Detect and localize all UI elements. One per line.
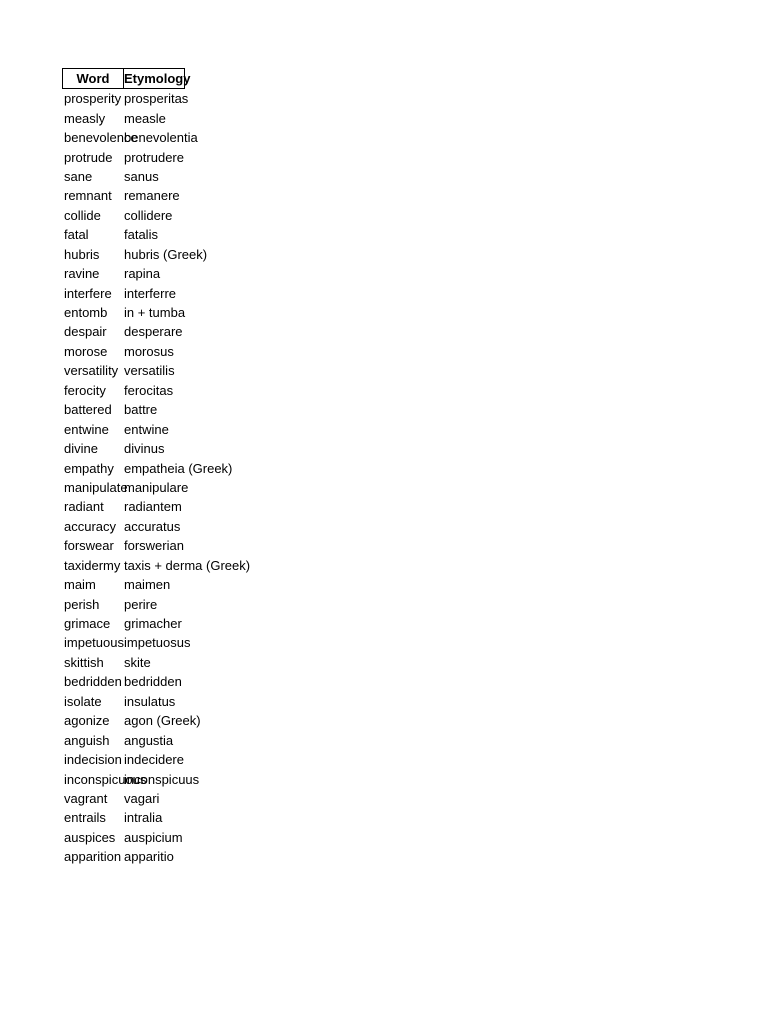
table-row — [62, 419, 250, 438]
table-row — [62, 245, 250, 264]
cell-etymology[interactable]: hubris (Greek) — [124, 246, 208, 262]
cell-etymology[interactable]: bedridden — [124, 674, 182, 690]
table-row — [62, 303, 250, 322]
cell-etymology[interactable]: intralia — [124, 810, 163, 826]
etymology-table — [62, 68, 250, 867]
cell-etymology[interactable]: morosus — [124, 343, 174, 359]
table-row — [62, 283, 250, 302]
cell-etymology[interactable]: battre — [124, 402, 158, 418]
cell-word[interactable]: hubris — [64, 246, 100, 262]
table-row — [62, 108, 250, 127]
table-body — [62, 89, 250, 867]
table-row — [62, 478, 250, 497]
cell-word[interactable]: grimace — [64, 616, 111, 632]
cell-word[interactable]: battered — [64, 402, 112, 418]
table-row — [62, 497, 250, 516]
cell-etymology[interactable]: measle — [124, 110, 166, 126]
cell-etymology[interactable]: inconspicuus — [124, 771, 200, 787]
cell-word[interactable]: bedridden — [64, 674, 122, 690]
cell-word[interactable]: radiant — [64, 499, 104, 515]
cell-word[interactable]: remnant — [64, 188, 112, 204]
cell-etymology[interactable]: maimen — [124, 577, 171, 593]
cell-word[interactable]: empathy — [64, 460, 114, 476]
cell-etymology[interactable]: auspicium — [124, 829, 183, 845]
cell-word[interactable]: despair — [64, 324, 107, 340]
cell-etymology[interactable]: sanus — [124, 168, 159, 184]
cell-etymology[interactable]: empatheia (Greek) — [124, 460, 233, 476]
cell-etymology[interactable]: agon (Greek) — [124, 713, 201, 729]
table-row — [62, 633, 250, 652]
table-row — [62, 536, 250, 555]
table-row — [62, 361, 250, 380]
table-row — [62, 264, 250, 283]
cell-etymology[interactable]: desperare — [124, 324, 183, 340]
cell-word[interactable]: ferocity — [64, 382, 106, 398]
cell-etymology[interactable]: taxis + derma (Greek) — [124, 557, 251, 573]
table-row — [62, 89, 250, 108]
cell-word[interactable]: measly — [64, 110, 106, 126]
cell-etymology[interactable]: protrudere — [124, 149, 184, 165]
cell-word[interactable]: fatal — [64, 227, 89, 243]
cell-etymology[interactable]: insulatus — [124, 693, 176, 709]
cell-etymology[interactable]: remanere — [124, 188, 180, 204]
cell-etymology[interactable]: entwine — [124, 421, 169, 437]
cell-etymology[interactable]: vagari — [124, 790, 160, 806]
cell-word[interactable]: impetuous — [64, 635, 124, 651]
cell-etymology[interactable]: interferre — [124, 285, 177, 301]
cell-word[interactable]: entrails — [64, 810, 106, 826]
cell-etymology[interactable]: perire — [124, 596, 158, 612]
cell-word[interactable]: interfere — [64, 285, 112, 301]
cell-word[interactable]: entwine — [64, 421, 109, 437]
cell-etymology[interactable]: impetuosus — [124, 635, 191, 651]
table-row — [62, 128, 250, 147]
cell-etymology[interactable]: versatilis — [124, 363, 175, 379]
table-row — [62, 614, 250, 633]
table-row — [62, 186, 250, 205]
cell-etymology[interactable]: skite — [124, 654, 151, 670]
table-row — [62, 711, 250, 730]
table-row — [62, 225, 250, 244]
cell-word[interactable]: apparition — [64, 849, 122, 865]
table-row — [62, 556, 250, 575]
header-etymology[interactable]: Etymology — [124, 68, 185, 89]
cell-word[interactable]: manipulate — [64, 479, 128, 495]
cell-etymology[interactable]: apparitio — [124, 849, 174, 865]
cell-etymology[interactable]: manipulare — [124, 479, 189, 495]
cell-word[interactable]: ravine — [64, 266, 100, 282]
cell-word[interactable]: vagrant — [64, 790, 108, 806]
table-row — [62, 808, 250, 827]
cell-word[interactable]: maim — [64, 577, 96, 593]
cell-etymology[interactable]: angustia — [124, 732, 174, 748]
cell-etymology[interactable]: in + tumba — [124, 305, 186, 321]
cell-etymology[interactable]: rapina — [124, 266, 161, 282]
cell-word[interactable]: agonize — [64, 713, 110, 729]
table-row — [62, 653, 250, 672]
header-word[interactable]: Word — [62, 68, 124, 89]
cell-word[interactable]: prosperity — [64, 91, 122, 107]
cell-etymology[interactable]: ferocitas — [124, 382, 174, 398]
cell-etymology[interactable]: indecidere — [124, 752, 184, 768]
table-row — [62, 789, 250, 808]
table-row — [62, 828, 250, 847]
table-row — [62, 692, 250, 711]
table-row — [62, 517, 250, 536]
cell-word[interactable]: sane — [64, 168, 93, 184]
table-row — [62, 730, 250, 749]
cell-word[interactable]: morose — [64, 343, 108, 359]
cell-etymology[interactable]: radiantem — [124, 499, 182, 515]
cell-etymology[interactable]: accuratus — [124, 518, 181, 534]
cell-word[interactable]: protrude — [64, 149, 113, 165]
table-row — [62, 458, 250, 477]
cell-word[interactable]: skittish — [64, 654, 104, 670]
table-row — [62, 322, 250, 341]
table-row — [62, 672, 250, 691]
cell-etymology[interactable]: grimacher — [124, 616, 182, 632]
cell-word[interactable]: accuracy — [64, 518, 117, 534]
cell-word[interactable]: isolate — [64, 693, 102, 709]
cell-word[interactable]: inconspicuous — [64, 771, 147, 787]
cell-word[interactable]: versatility — [64, 363, 119, 379]
table-row — [62, 400, 250, 419]
table-row — [62, 439, 250, 458]
cell-etymology[interactable]: divinus — [124, 441, 165, 457]
cell-etymology[interactable]: prosperitas — [124, 91, 189, 107]
table-header-row — [62, 68, 250, 89]
table-row — [62, 575, 250, 594]
cell-etymology[interactable]: collidere — [124, 207, 173, 223]
cell-word[interactable]: divine — [64, 441, 98, 457]
table-row — [62, 847, 250, 866]
table-row — [62, 381, 250, 400]
table-row — [62, 594, 250, 613]
table-row — [62, 750, 250, 769]
cell-etymology[interactable]: benevolentia — [124, 130, 198, 146]
table-row — [62, 769, 250, 788]
cell-word[interactable]: forswear — [64, 538, 114, 554]
table-row — [62, 206, 250, 225]
cell-word[interactable]: taxidermy — [64, 557, 121, 573]
cell-etymology[interactable]: forswerian — [124, 538, 184, 554]
cell-word[interactable]: auspices — [64, 829, 116, 845]
table-row — [62, 147, 250, 166]
cell-word[interactable]: perish — [64, 596, 100, 612]
cell-word[interactable]: collide — [64, 207, 101, 223]
table-row — [62, 167, 250, 186]
cell-word[interactable]: indecision — [64, 752, 122, 768]
cell-etymology[interactable]: fatalis — [124, 227, 158, 243]
table-row — [62, 342, 250, 361]
cell-word[interactable]: anguish — [64, 732, 110, 748]
cell-word[interactable]: entomb — [64, 305, 108, 321]
cell-word[interactable]: benevolence — [64, 130, 138, 146]
